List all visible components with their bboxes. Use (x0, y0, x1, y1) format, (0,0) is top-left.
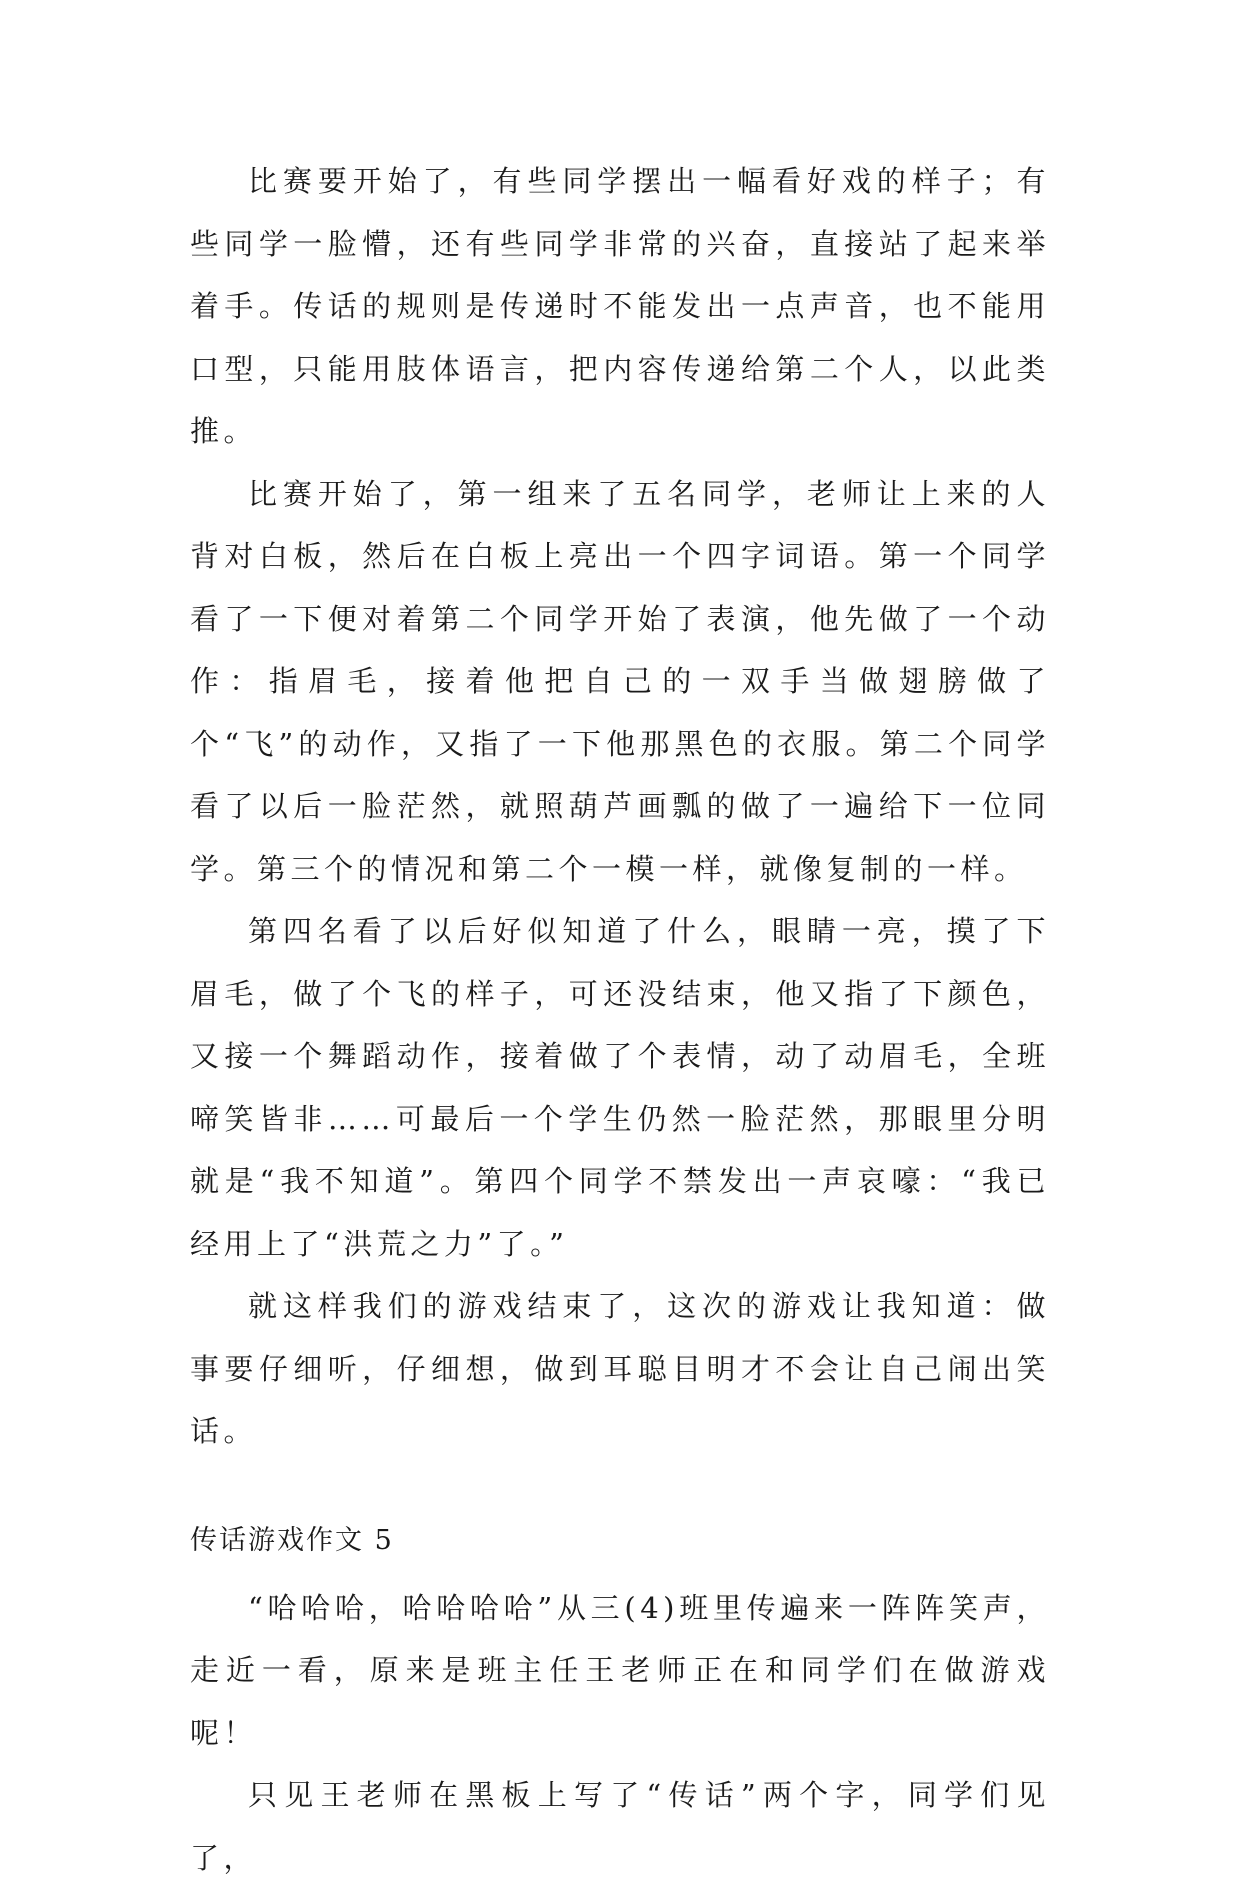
paragraph-competition-start: 比赛要开始了，有些同学摆出一幅看好戏的样子；有些同学一脸懵，还有些同学非常的兴奋，直接站了起来举着手。传话的规则是传递时不能发出一点声音，也不能用口型，只能用肢体语言，把内容传递给第二个人，以此类推。 (190, 150, 1050, 463)
paragraph-blackboard: 只见王老师在黑板上写了“传话”两个字，同学们见了， (190, 1764, 1050, 1889)
paragraph-fourth-student: 第四名看了以后好似知道了什么，眼睛一亮，摸了下眉毛，做了个飞的样子，可还没结束，他又指了下颜色，又接一个舞蹈动作，接着做了个表情，动了动眉毛，全班啼笑皆非……可最后一个学生仍然一脸茫然，那眼里分明就是“我不知道”。第四个同学不禁发出一声哀嚎：“我已经用上了“洪荒之力”了。” (190, 900, 1050, 1275)
document-page (190, 150, 1050, 1889)
paragraph-laughter: “哈哈哈，哈哈哈哈”从三(4)班里传遍来一阵阵笑声，走近一看，原来是班主任王老师正在和同学们在做游戏呢！ (190, 1577, 1050, 1765)
essay-part-1 (190, 150, 1050, 1463)
essay-heading: 传话游戏作文 5 (190, 1510, 1050, 1572)
paragraph-first-group: 比赛开始了，第一组来了五名同学，老师让上来的人背对白板，然后在白板上亮出一个四字词语。第一个同学看了一下便对着第二个同学开始了表演，他先做了一个动作：指眉毛，接着他把自己的一双手当做翅膀做了个“飞”的动作，又指了一下他那黑色的衣服。第二个同学看了以后一脸茫然，就照葫芦画瓢的做了一遍给下一位同学。第三个的情况和第二个一模一样，就像复制的一样。 (190, 463, 1050, 901)
paragraph-conclusion: 就这样我们的游戏结束了，这次的游戏让我知道：做事要仔细听，仔细想，做到耳聪目明才不会让自己闹出笑话。 (190, 1275, 1050, 1463)
essay-part-2 (190, 1577, 1050, 1889)
